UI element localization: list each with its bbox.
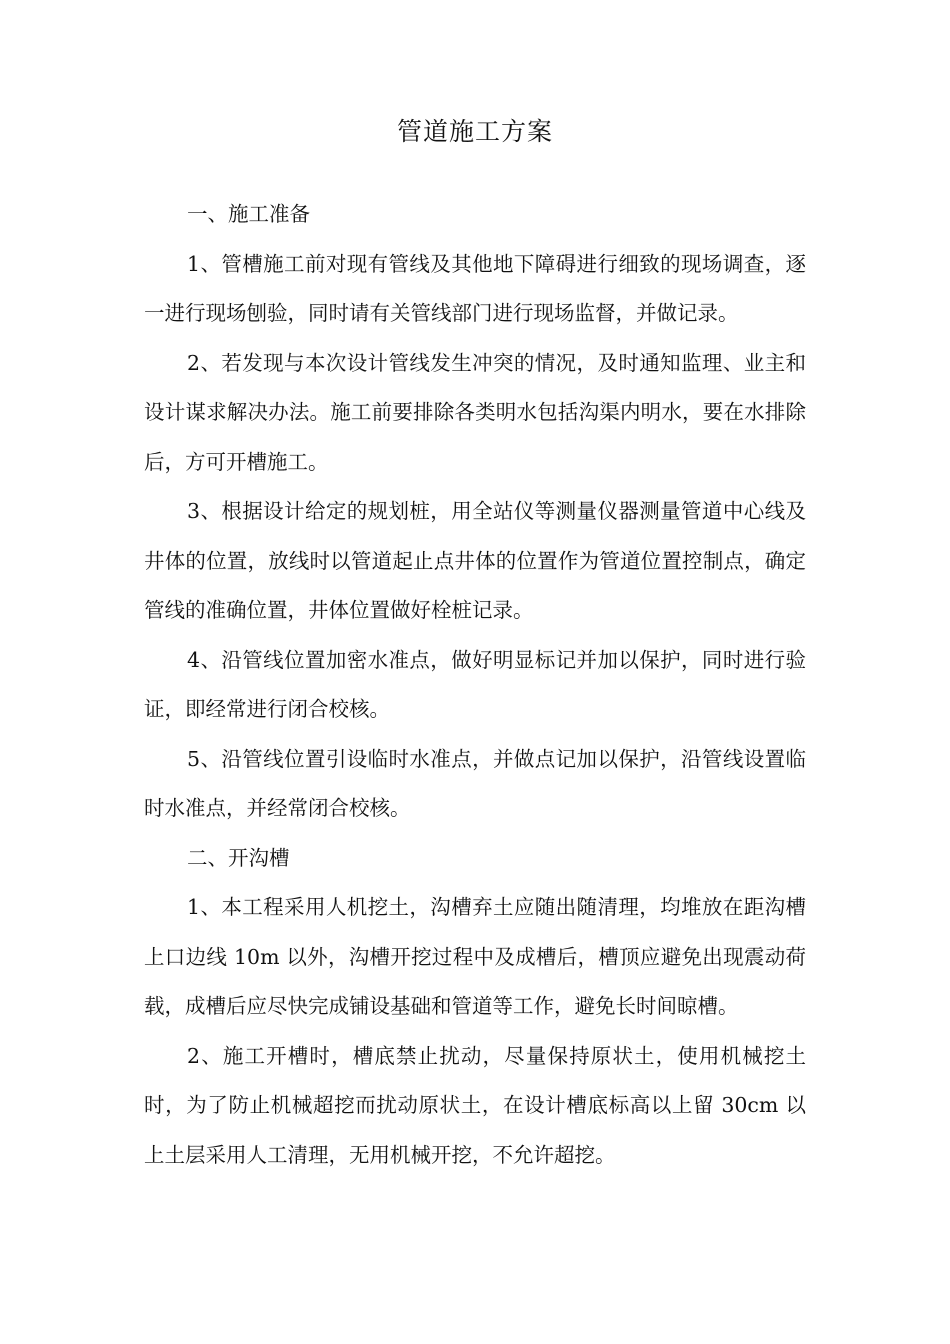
section-heading-trench: 二、开沟槽 — [187, 845, 290, 870]
section-heading-preparation: 一、施工准备 — [187, 202, 311, 226]
document-body — [144, 190, 806, 1180]
paragraph: 1、本工程采用人机挖土，沟槽弃土应随出随清理，均堆放在距沟槽上口边线 10m 以外，沟槽开挖过程中及成槽后，槽顶应避免出现震动荷载，成槽后应尽快完成铺设基础和管道等工作，避免长时间晾槽。 — [144, 895, 806, 1018]
paragraph: 3、根据设计给定的规划桩，用全站仪等测量仪器测量管道中心线及井体的位置，放线时以管道起止点井体的位置作为管道位置控制点，确定管线的准确位置，井体位置做好栓桩记录。 — [144, 499, 806, 622]
paragraph: 4、沿管线位置加密水准点，做好明显标记并加以保护，同时进行验证，即经常进行闭合校核。 — [144, 647, 806, 721]
document-title: 管道施工方案 — [396, 117, 553, 146]
paragraph: 2、施工开槽时，槽底禁止扰动，尽量保持原状土，使用机械挖土时，为了防止机械超挖而扰动原状土，在设计槽底标高以上留 30cm 以上土层采用人工清理，无用机械开挖，不允许超挖。 — [144, 1043, 806, 1167]
paragraph: 5、沿管线位置引设临时水准点，并做点记加以保护，沿管线设置临时水准点，并经常闭合校核。 — [144, 746, 806, 820]
paragraph: 2、若发现与本次设计管线发生冲突的情况，及时通知监理、业主和设计谋求解决办法。施工前要排除各类明水包括沟渠内明水，要在水排除后，方可开槽施工。 — [144, 350, 806, 474]
paragraph: 1、管槽施工前对现有管线及其他地下障碍进行细致的现场调查，逐一进行现场刨验，同时请有关管线部门进行现场监督，并做记录。 — [144, 251, 806, 325]
